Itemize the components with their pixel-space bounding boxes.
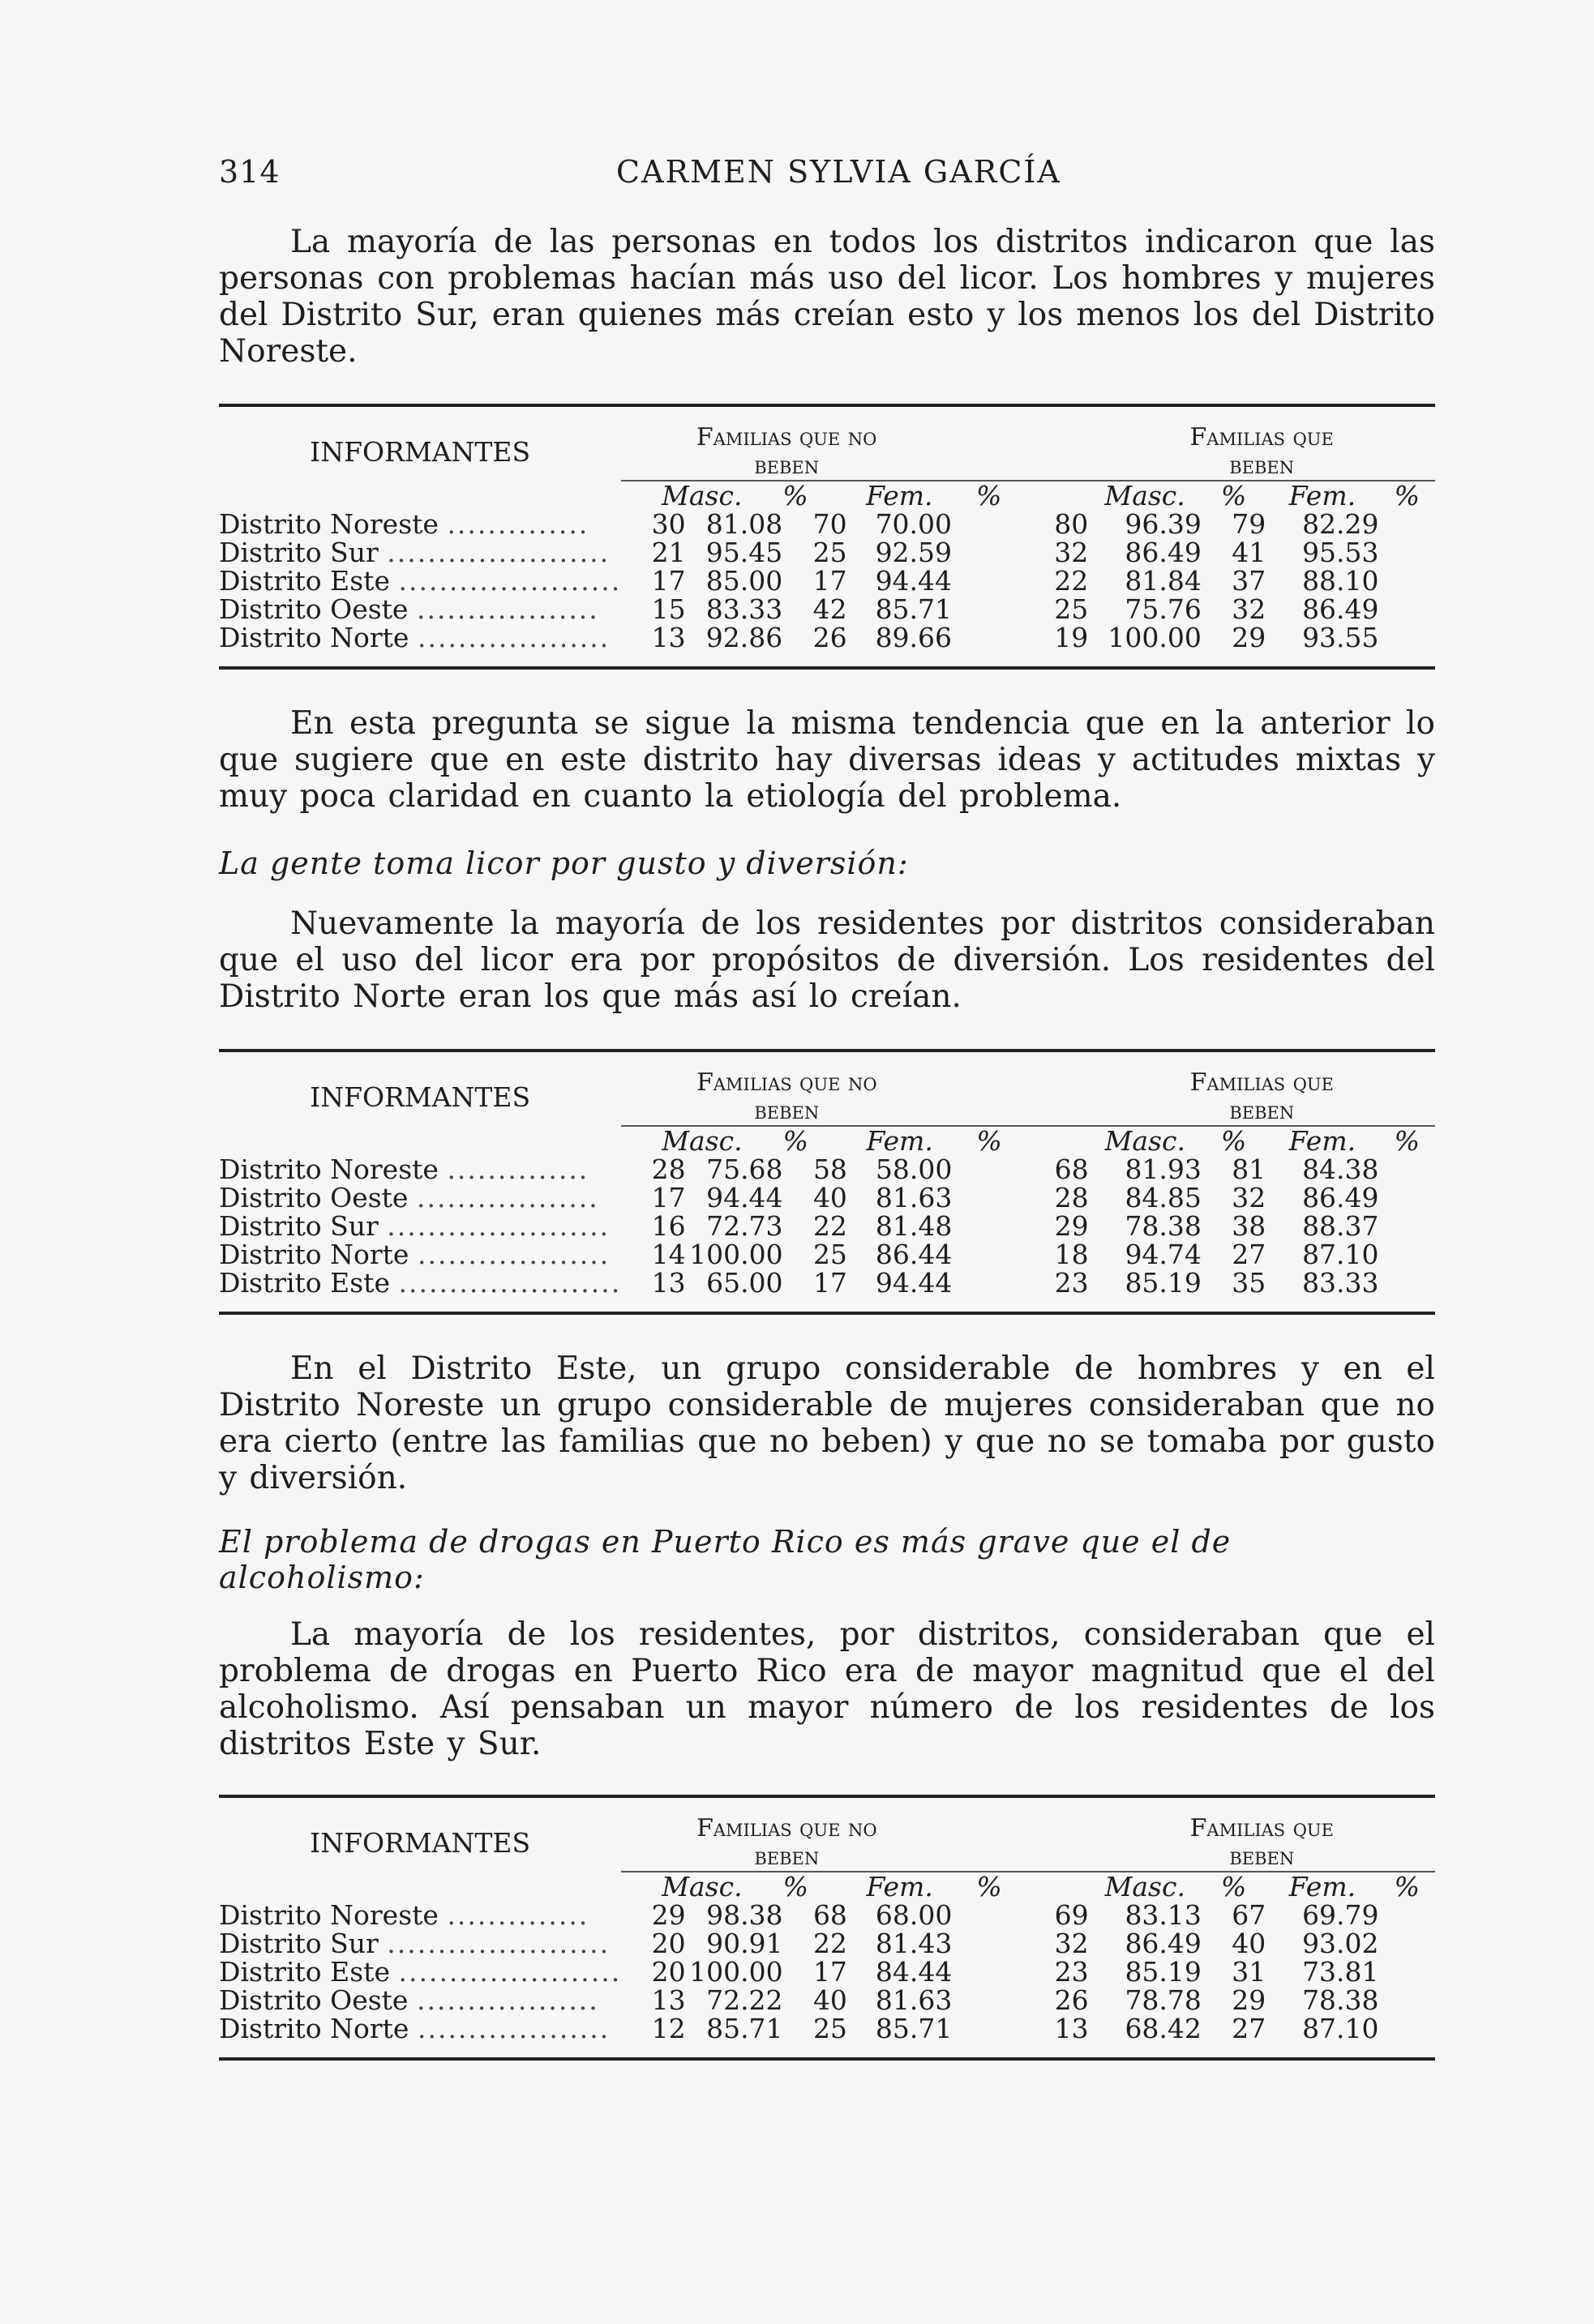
table-row: Distrito Este ...................... 17 85.00 17 94.44 22 81.84 37 88.10	[219, 565, 1379, 597]
table-row: Distrito Este ...................... 20 100.00 17 84.44 23 85.19 31 73.81	[219, 1956, 1379, 1988]
table-row: Distrito Oeste .................. 15 83.33 42 85.71 25 75.76 32 86.49	[219, 593, 1379, 625]
table-row: Distrito Oeste .................. 13 72.22 40 81.63 26 78.78 29 78.38	[219, 1984, 1379, 2016]
table-row: Distrito Sur ...................... 20 90.91 22 81.43 32 86.49 40 93.02	[219, 1928, 1379, 1959]
table-row: Distrito Norte ................... 13 92.86 26 89.66 19 100.00 29 93.55	[219, 622, 1379, 653]
page-content	[219, 154, 1435, 2061]
table-1	[219, 404, 1435, 670]
table-3	[219, 1795, 1435, 2061]
table-row: Distrito Noreste .............. 30 81.08 70 70.00 80 96.39 79 82.29	[219, 508, 1379, 540]
table-row: Distrito Sur ...................... 21 95.45 25 92.59 32 86.49 41 95.53	[219, 537, 1379, 568]
paragraph-5: La mayoría de los residentes, por distritos, consideraban que el problema de drogas en Puerto Rico era de mayor magnitud que el del alcoholismo. Así pensaban un mayor número de los residentes de los distritos Este y Sur.	[219, 1616, 1435, 1762]
subheader-row: Masc. % Fem. % Masc. % Fem. %	[662, 1871, 1420, 1902]
table-row: Distrito Norte ................... 14 100.00 25 86.44 18 94.74 27 87.10	[219, 1239, 1379, 1270]
table-2	[219, 1049, 1435, 1315]
informantes-header: INFORMANTES	[310, 1827, 531, 1859]
group-header-no-beben: Familias que no	[696, 423, 877, 452]
paragraph-4: En el Distrito Este, un grupo considerable de hombres y en el Distrito Noreste un grupo considerable de mujeres consideraban que no era cierto (entre las familias que no beben) y que no se tomaba por gusto y diversión.	[219, 1350, 1435, 1496]
subheader-row: Masc. % Fem. % Masc. % Fem. %	[662, 480, 1420, 511]
group-header-beben-2: beben	[1229, 1097, 1295, 1125]
paragraph-1: La mayoría de las personas en todos los distritos indicaron que las personas con problemas hacían más uso del licor. Los hombres y mujeres del Distrito Sur, eran quienes más creían esto y los menos los del Distrito Noreste.	[219, 224, 1435, 370]
group-header-no-beben-2: beben	[754, 1097, 820, 1125]
informantes-header: INFORMANTES	[310, 1081, 531, 1113]
group-header-beben: Familias que	[1189, 423, 1334, 452]
subheader-row: Masc. % Fem. % Masc. % Fem. %	[662, 1125, 1420, 1157]
group-header-no-beben-2: beben	[754, 1843, 820, 1871]
table-row: Distrito Noreste .............. 28 75.68 58 58.00 68 81.93 81 84.38	[219, 1153, 1379, 1185]
table-row: Distrito Norte ................... 12 85.71 25 85.71 13 68.42 27 87.10	[219, 2013, 1379, 2044]
group-header-beben-2: beben	[1229, 452, 1295, 480]
paragraph-3: Nuevamente la mayoría de los residentes por distritos consideraban que el uso del licor era por propósitos de diversión. Los residentes del Distrito Norte eran los que más así lo creían.	[219, 905, 1435, 1015]
table-row: Distrito Noreste .............. 29 98.38 68 68.00 69 83.13 67 69.79	[219, 1899, 1379, 1931]
table-row: Distrito Oeste .................. 17 94.44 40 81.63 28 84.85 32 86.49	[219, 1182, 1379, 1213]
section-heading-gusto: La gente toma licor por gusto y diversión:	[219, 845, 909, 881]
group-header-beben-2: beben	[1229, 1843, 1295, 1871]
group-header-no-beben: Familias que no	[696, 1068, 877, 1097]
header-title: CARMEN SYLVIA GARCÍA	[616, 154, 1061, 190]
table-row: Distrito Sur ...................... 16 72.73 22 81.48 29 78.38 38 88.37	[219, 1210, 1379, 1242]
table-row: Distrito Este ...................... 13 65.00 17 94.44 23 85.19 35 83.33	[219, 1267, 1379, 1299]
group-header-beben: Familias que	[1189, 1068, 1334, 1097]
group-header-beben: Familias que	[1189, 1814, 1334, 1843]
group-header-no-beben-2: beben	[754, 452, 820, 480]
running-header	[219, 154, 1435, 203]
page-number: 314	[219, 154, 281, 190]
paragraph-2: En esta pregunta se sigue la misma tendencia que en la anterior lo que sugiere que en este distrito hay diversas ideas y actitudes mixtas y muy poca claridad en cuanto la etiología del problema.	[219, 705, 1435, 815]
informantes-header: INFORMANTES	[310, 436, 531, 468]
group-header-no-beben: Familias que no	[696, 1814, 877, 1843]
section-heading-drogas: El problema de drogas en Puerto Rico es más grave que el de alcoholismo:	[219, 1524, 1232, 1595]
